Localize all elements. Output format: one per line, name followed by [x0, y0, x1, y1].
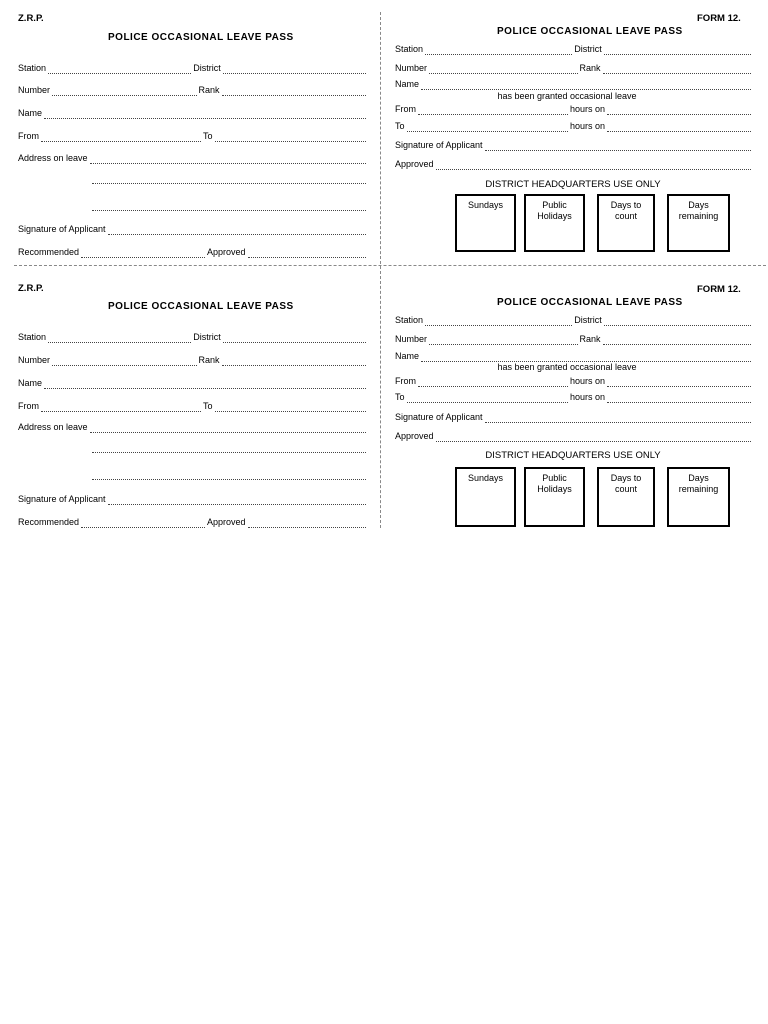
station-label: Station	[395, 315, 424, 325]
rank-field[interactable]	[222, 87, 366, 96]
number-rank-row	[395, 334, 753, 345]
station-field[interactable]	[425, 317, 572, 326]
approved-label: Approved	[395, 431, 434, 441]
district-label: District	[193, 63, 221, 73]
hq-box-days-remaining[interactable]	[667, 467, 730, 527]
signature-field[interactable]	[485, 142, 751, 151]
signature-row	[18, 494, 368, 505]
recommended-field[interactable]	[81, 249, 205, 258]
hq-box-public-holidays[interactable]	[524, 467, 585, 527]
hq-box-public-holidays[interactable]	[524, 194, 585, 252]
from-field[interactable]	[41, 133, 201, 142]
name-field[interactable]	[421, 81, 751, 90]
from-label: From	[395, 104, 416, 114]
from-field[interactable]	[41, 403, 201, 412]
address-field-1[interactable]	[90, 424, 366, 433]
to-label: To	[203, 131, 213, 141]
hours-on-label: hours on	[569, 392, 605, 402]
number-field[interactable]	[429, 336, 577, 345]
signature-label: Signature of Applicant	[395, 140, 483, 150]
name-label: Name	[18, 108, 43, 118]
to-field[interactable]	[407, 123, 568, 132]
signature-row	[18, 224, 368, 235]
approved-field[interactable]	[436, 433, 751, 442]
district-field[interactable]	[604, 317, 751, 326]
to-hours-row	[395, 121, 753, 132]
number-label: Number	[395, 334, 428, 344]
from-date-field[interactable]	[607, 378, 751, 387]
hq-box-label: Public Holidays	[537, 473, 572, 494]
hq-box-label: Days remaining	[678, 200, 719, 221]
form-title: POLICE OCCASIONAL LEAVE PASS	[497, 297, 683, 308]
signature-row	[395, 140, 753, 151]
to-date-field[interactable]	[607, 394, 751, 403]
address-row	[18, 153, 368, 164]
form-title: POLICE OCCASIONAL LEAVE PASS	[108, 32, 294, 43]
number-field[interactable]	[429, 65, 577, 74]
hq-box-label: Days to count	[610, 200, 642, 221]
address-row-2	[90, 175, 368, 184]
hq-heading: DISTRICT HEADQUARTERS USE ONLY	[485, 179, 661, 190]
address-row-3	[90, 471, 368, 480]
address-label: Address on leave	[18, 153, 88, 163]
form-number: FORM 12.	[697, 13, 741, 24]
station-field[interactable]	[425, 46, 572, 55]
horizontal-divider	[14, 265, 766, 266]
to-label: To	[395, 121, 405, 131]
name-field[interactable]	[44, 380, 366, 389]
address-field-1[interactable]	[90, 155, 366, 164]
to-date-field[interactable]	[607, 123, 751, 132]
station-district-row	[395, 315, 753, 326]
hq-box-label: Sundays	[467, 473, 504, 483]
number-label: Number	[18, 85, 51, 95]
to-field[interactable]	[215, 133, 366, 142]
district-field[interactable]	[223, 334, 366, 343]
recommended-field[interactable]	[81, 519, 205, 528]
station-district-row	[395, 44, 753, 55]
approved-label: Approved	[395, 159, 434, 169]
to-field[interactable]	[407, 394, 568, 403]
number-rank-row	[18, 355, 368, 366]
recommended-label: Recommended	[18, 517, 80, 527]
district-field[interactable]	[223, 65, 366, 74]
name-row	[395, 79, 753, 90]
from-label: From	[18, 131, 39, 141]
hq-box-label: Days to count	[610, 473, 642, 494]
number-rank-row	[395, 63, 753, 74]
signature-label: Signature of Applicant	[18, 494, 106, 504]
signature-field[interactable]	[108, 496, 366, 505]
from-field[interactable]	[418, 378, 568, 387]
recommended-label: Recommended	[18, 247, 80, 257]
org-label: Z.R.P.	[18, 283, 44, 294]
number-label: Number	[18, 355, 51, 365]
station-label: Station	[18, 332, 47, 342]
vertical-divider	[380, 12, 381, 528]
rank-field[interactable]	[603, 336, 751, 345]
granted-text: has been granted occasional leave	[497, 91, 637, 101]
rank-field[interactable]	[222, 357, 366, 366]
signature-field[interactable]	[485, 414, 751, 423]
approved-row	[395, 431, 753, 442]
hq-box-days-to-count[interactable]	[597, 467, 655, 527]
hq-box-label: Days remaining	[678, 473, 719, 494]
address-field-2[interactable]	[92, 175, 366, 184]
form-number: FORM 12.	[697, 284, 741, 295]
from-label: From	[395, 376, 416, 386]
name-label: Name	[395, 351, 420, 361]
rank-label: Rank	[579, 63, 601, 73]
name-label: Name	[395, 79, 420, 89]
address-field-3[interactable]	[92, 202, 366, 211]
rank-label: Rank	[198, 85, 220, 95]
district-label: District	[574, 44, 602, 54]
signature-field[interactable]	[108, 226, 366, 235]
address-field-2[interactable]	[92, 444, 366, 453]
hq-heading: DISTRICT HEADQUARTERS USE ONLY	[485, 450, 661, 461]
address-label: Address on leave	[18, 422, 88, 432]
address-row-3	[90, 202, 368, 211]
rank-label: Rank	[198, 355, 220, 365]
from-to-row	[18, 131, 368, 142]
district-field[interactable]	[604, 46, 751, 55]
name-row	[18, 378, 368, 389]
approved-field[interactable]	[248, 249, 366, 258]
hq-box-sundays[interactable]	[455, 467, 516, 527]
hq-box-days-to-count[interactable]	[597, 194, 655, 252]
hours-on-label: hours on	[569, 376, 605, 386]
address-row	[18, 422, 368, 433]
station-district-row	[18, 332, 368, 343]
granted-text: has been granted occasional leave	[497, 362, 637, 372]
address-field-3[interactable]	[92, 471, 366, 480]
from-field[interactable]	[418, 106, 568, 115]
station-label: Station	[395, 44, 424, 54]
approved-field[interactable]	[436, 161, 751, 170]
name-row	[18, 108, 368, 119]
signature-label: Signature of Applicant	[18, 224, 106, 234]
rank-field[interactable]	[603, 65, 751, 74]
name-field[interactable]	[421, 353, 751, 362]
from-hours-row	[395, 104, 753, 115]
signature-label: Signature of Applicant	[395, 412, 483, 422]
from-label: From	[18, 401, 39, 411]
form-title: POLICE OCCASIONAL LEAVE PASS	[108, 301, 294, 312]
from-hours-row	[395, 376, 753, 387]
hq-box-days-remaining[interactable]	[667, 194, 730, 252]
name-field[interactable]	[44, 110, 366, 119]
station-field[interactable]	[48, 334, 191, 343]
number-label: Number	[395, 63, 428, 73]
name-label: Name	[18, 378, 43, 388]
hours-on-label: hours on	[569, 104, 605, 114]
org-label: Z.R.P.	[18, 13, 44, 24]
signature-row	[395, 412, 753, 423]
address-row-2	[90, 444, 368, 453]
approved-label: Approved	[207, 517, 246, 527]
to-field[interactable]	[215, 403, 366, 412]
number-field[interactable]	[52, 357, 196, 366]
number-rank-row	[18, 85, 368, 96]
from-date-field[interactable]	[607, 106, 751, 115]
district-label: District	[574, 315, 602, 325]
approved-field[interactable]	[248, 519, 366, 528]
recommended-approved-row	[18, 247, 368, 258]
from-to-row	[18, 401, 368, 412]
district-label: District	[193, 332, 221, 342]
station-label: Station	[18, 63, 47, 73]
name-row	[395, 351, 753, 362]
recommended-approved-row	[18, 517, 368, 528]
to-label: To	[203, 401, 213, 411]
rank-label: Rank	[579, 334, 601, 344]
to-hours-row	[395, 392, 753, 403]
approved-label: Approved	[207, 247, 246, 257]
form-title: POLICE OCCASIONAL LEAVE PASS	[497, 26, 683, 37]
hq-box-label: Sundays	[467, 200, 504, 210]
to-label: To	[395, 392, 405, 402]
hq-box-label: Public Holidays	[537, 200, 572, 221]
number-field[interactable]	[52, 87, 196, 96]
station-district-row	[18, 63, 368, 74]
approved-row	[395, 159, 753, 170]
hours-on-label: hours on	[569, 121, 605, 131]
hq-box-sundays[interactable]	[455, 194, 516, 252]
station-field[interactable]	[48, 65, 191, 74]
